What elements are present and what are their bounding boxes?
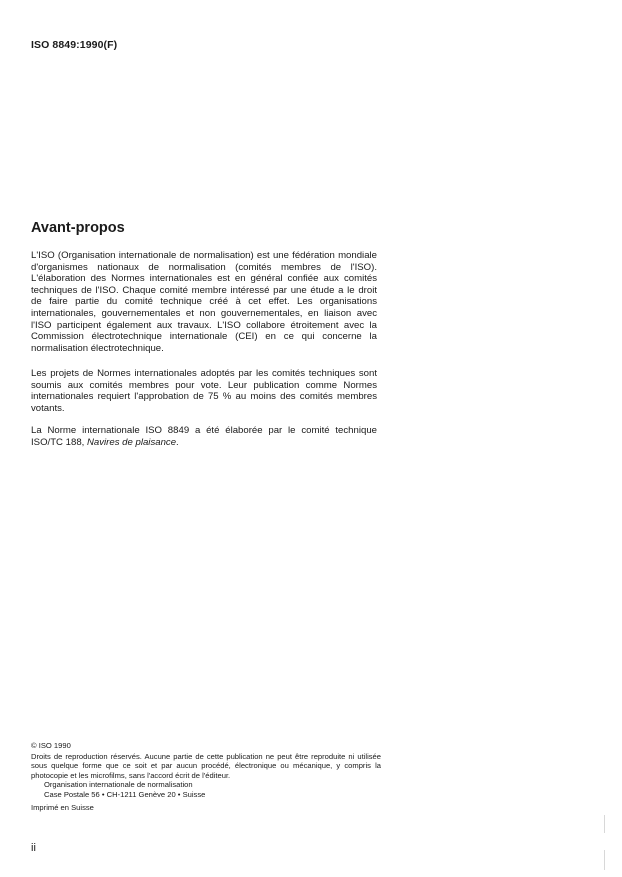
scan-edge-mark (604, 850, 605, 870)
rights-statement: Droits de reproduction réservés. Aucune partie de cette publication ne peut être reproduite ni utilisée sous quelque forme que ce soit et par aucun procédé, électronique ou mécanique, y compris la photocopie et les microfilms, sans l'accord écrit de l'éditeur. (31, 751, 381, 780)
foreword-paragraph-1: L'ISO (Organisation internationale de normalisation) est une fédération mondiale d'organismes nationaux de normalisation (comités membres de l'ISO). L'élaboration des Normes internationales est en général confiée aux comités techniques de l'ISO. Chaque comité membre intéressé par une étude a le droit de faire partie du comité technique créé à cet effet. Les organisations internationales, gouvernementales et non gouvernementales, en liaison avec l'ISO participent également aux travaux. L'ISO collabore étroitement avec la Commission électrotechnique internationale (CEI) en ce qui concerne la normalisation électrotechnique. (31, 250, 377, 354)
foreword-title: Avant-propos (31, 220, 125, 236)
foreword-paragraph-2: Les projets de Normes internationales adoptés par les comités techniques sont soumis aux comités membres pour vote. Leur publication comme Normes internationales requiert l'approbation de 75 % au moins des comités membres votants. (31, 368, 377, 414)
copyright-notice: © ISO 1990 (31, 741, 71, 750)
committee-name: Navires de plaisance (86, 436, 177, 448)
foreword-paragraph-3 (31, 425, 377, 448)
paragraph-3-end: . (176, 436, 179, 448)
organisation-name: Organisation internationale de normalisation (44, 780, 193, 790)
paragraph-3-text: La Norme internationale ISO 8849 a été élaborée par le comité technique ISO/TC 188, (31, 425, 377, 448)
page-number: ii (31, 842, 36, 854)
document-id: ISO 8849:1990(F) (31, 39, 118, 51)
scan-edge-mark (604, 815, 605, 833)
printed-in: Imprimé en Suisse (31, 802, 94, 812)
copyright-footer (31, 741, 381, 812)
organisation-address: Case Postale 56 • CH-1211 Genève 20 • Suisse (44, 789, 206, 799)
